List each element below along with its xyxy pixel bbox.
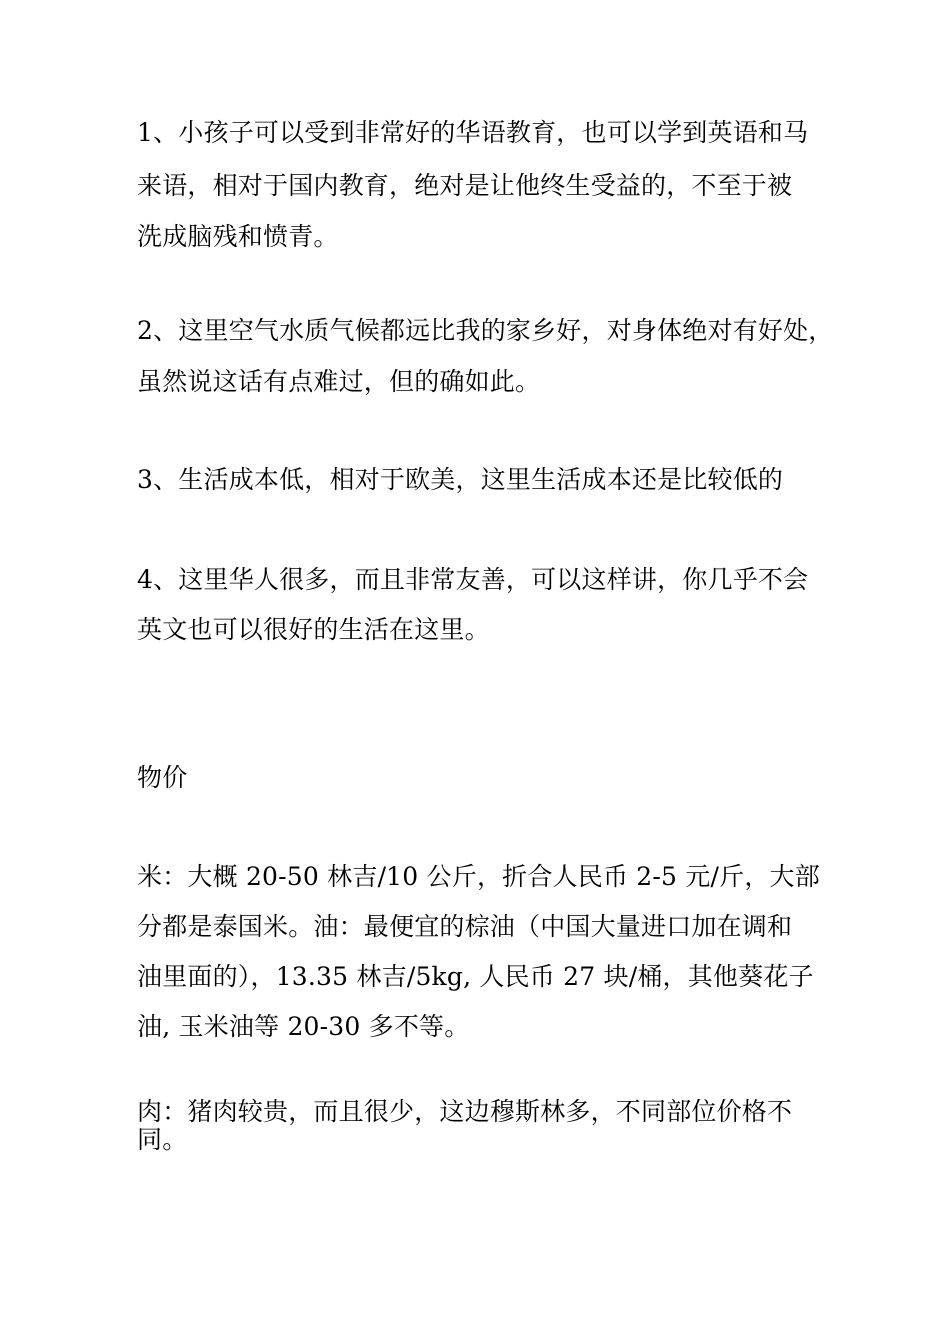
price-rice-oil-line-3: 油里面的），13.35 林吉/5kg, 人民币 27 块/桶，其他葵花子 xyxy=(137,962,814,991)
section-title: 物价 xyxy=(137,763,188,792)
point-1-line-1: 1、小孩子可以受到非常好的华语教育，也可以学到英语和马 xyxy=(137,118,809,147)
price-meat-line-1: 肉：猪肉较贵，而且很少，这边穆斯林多，不同部位价格不 xyxy=(137,1097,793,1126)
point-4-line-2: 英文也可以很好的生活在这里。 xyxy=(137,615,490,644)
point-2-line-1: 2、这里空气水质气候都远比我的家乡好，对身体绝对有好处， xyxy=(137,316,834,345)
price-rice-oil-line-1: 米：大概 20-50 林吉/10 公斤，折合人民币 2-5 元/斤，大部 xyxy=(137,862,820,891)
point-2-line-2: 虽然说这话有点难过，但的确如此。 xyxy=(137,367,541,396)
point-4-line-1: 4、这里华人很多，而且非常友善，可以这样讲，你几乎不会 xyxy=(137,565,809,594)
price-rice-oil-line-2: 分都是泰国米。油：最便宜的棕油（中国大量进口加在调和 xyxy=(137,912,793,941)
price-meat-line-2: 同。 xyxy=(137,1125,188,1154)
point-3-line-1: 3、生活成本低，相对于欧美，这里生活成本还是比较低的 xyxy=(137,465,784,494)
price-rice-oil-line-4: 油, 玉米油等 20-30 多不等。 xyxy=(137,1012,470,1041)
point-1-line-3: 洗成脑残和愤青。 xyxy=(137,222,339,251)
point-1-line-2: 来语，相对于国内教育，绝对是让他终生受益的，不至于被 xyxy=(137,171,793,200)
